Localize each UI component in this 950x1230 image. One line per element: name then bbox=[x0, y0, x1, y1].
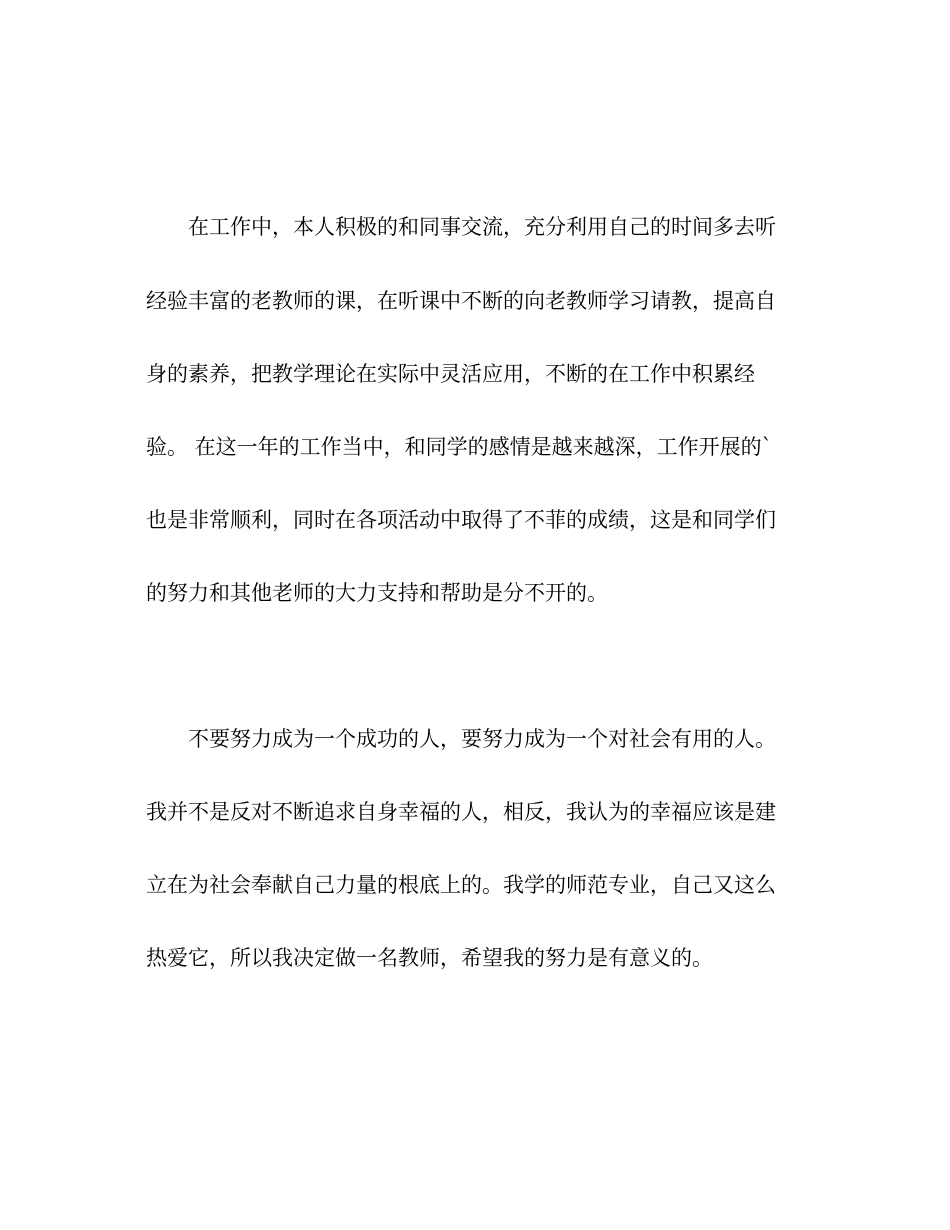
paragraph-line: 我并不是反对不断追求自身幸福的人，相反，我认为的幸福应该是建 bbox=[146, 800, 776, 824]
paragraph-line: 也是非常顺利，同时在各项活动中取得了不菲的成绩，这是和同学们 bbox=[146, 508, 776, 532]
paragraph-line: 在工作中，本人积极的和同事交流，充分利用自己的时间多去听 bbox=[188, 215, 776, 239]
paragraph-line: 立在为社会奉献自己力量的根底上的。我学的师范专业，自己又这么 bbox=[146, 873, 776, 897]
paragraph-line: 身的素养，把教学理论在实际中灵活应用，不断的在工作中积累经 bbox=[146, 362, 755, 386]
paragraph-line: 验。 在这一年的工作当中，和同学的感情是越来越深，工作开展的` bbox=[146, 435, 773, 459]
paragraph-line: 的努力和其他老师的大力支持和帮助是分不开的。 bbox=[146, 581, 608, 605]
paragraph-line: 经验丰富的老教师的课，在听课中不断的向老教师学习请教，提高自 bbox=[146, 289, 776, 313]
paragraph-line: 热爱它，所以我决定做一名教师，希望我的努力是有意义的。 bbox=[146, 946, 713, 970]
paragraph-line: 不要努力成为一个成功的人，要努力成为一个对社会有用的人。 bbox=[188, 727, 776, 751]
